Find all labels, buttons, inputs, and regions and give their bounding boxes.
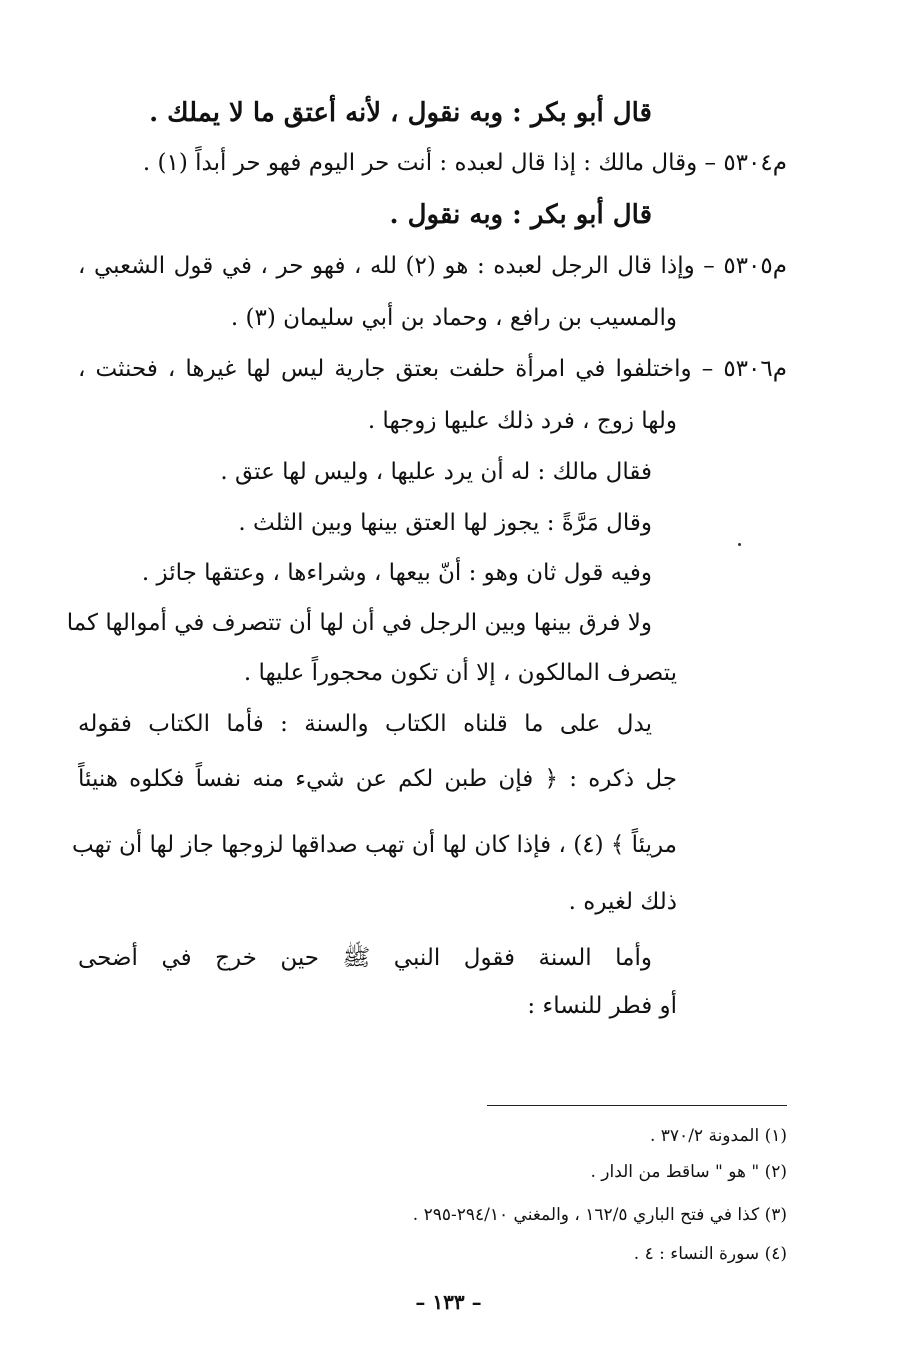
body-line-16: ذلك لغيره . (568, 889, 677, 915)
body-line-4: م٥٣٠٥ – وإذا قال الرجل لعبده : هو (٢) لله ، فهو حر ، في قول الشعبي ، (78, 253, 787, 279)
footnote-2: (٢) " هو " ساقط من الدار . (590, 1162, 787, 1182)
body-line-1: قال أبو بكر : وبه نقول ، لأنه أعتق ما لا يملك . (149, 98, 652, 128)
body-line-17: وأما السنة فقول النبي ﷺ حين خرج في أضحى (78, 945, 652, 971)
body-line-3: قال أبو بكر : وبه نقول . (389, 200, 652, 230)
body-line-2: م٥٣٠٤ – وقال مالك : إذا قال لعبده : أنت حر اليوم فهو حر أبداً (١) . (142, 150, 787, 176)
body-line-7: ولها زوج ، فرد ذلك عليها زوجها . (367, 408, 677, 434)
body-line-9: وقال مَرَّةً : يجوز لها العتق بينها وبين الثلث . (238, 510, 652, 536)
body-line-11: ولا فرق بينها وبين الرجل في أن لها أن تتصرف في أموالها كما (66, 610, 652, 636)
scan-speck (738, 543, 741, 546)
body-line-14: جل ذكره : ﴿ فإن طبن لكم عن شيء منه نفساً فكلوه هنيئاً (78, 766, 677, 792)
body-line-15: مريئاً ﴾ (٤) ، فإذا كان لها أن تهب صداقها لزوجها جاز لها أن تهب (72, 832, 677, 858)
body-line-6: م٥٣٠٦ – واختلفوا في امرأة حلفت بعتق جارية ليس لها غيرها ، فحنثت ، (78, 356, 787, 382)
body-line-13: يدل على ما قلناه الكتاب والسنة : فأما الكتاب فقوله (78, 711, 652, 737)
body-line-18: أو فطر للنساء : (527, 993, 677, 1019)
footnote-4: (٤) سورة النساء : ٤ . (633, 1244, 787, 1264)
body-line-5: والمسيب بن رافع ، وحماد بن أبي سليمان (٣) . (230, 305, 677, 331)
page-number: – ١٣٣ – (415, 1290, 482, 1314)
body-line-12: يتصرف المالكون ، إلا أن تكون محجوراً عليها . (243, 660, 677, 686)
footnote-3: (٣) كذا في فتح الباري ١٦٢/٥ ، والمغني ٢٩٤/١٠-٢٩٥ . (412, 1205, 787, 1225)
footnote-separator (487, 1105, 787, 1106)
body-line-8: فقال مالك : له أن يرد عليها ، وليس لها عتق . (220, 459, 652, 485)
body-line-10: وفيه قول ثان وهو : أنّ بيعها ، وشراءها ، وعتقها جائز . (141, 560, 652, 586)
footnote-1: (١) المدونة ٣٧٠/٢ . (649, 1126, 787, 1146)
